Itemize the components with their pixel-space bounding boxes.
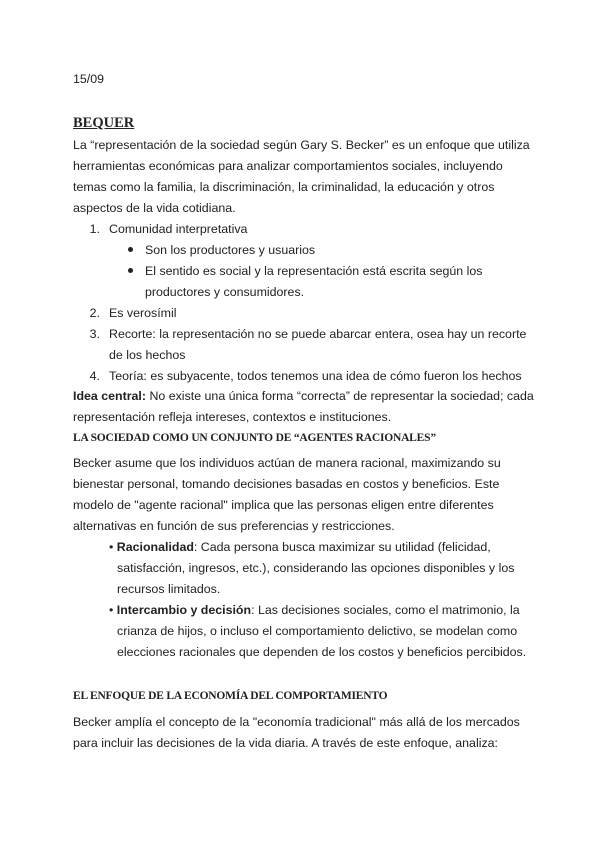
sub-bullet-text: Son los productores y usuarios (145, 243, 316, 257)
idea-central (73, 386, 534, 428)
bullet-text: : Las decisiones sociales, como el matrimonio, la (251, 603, 520, 617)
intro-line: temas como la familia, la discriminación, la criminalidad, la educación y otros (73, 180, 495, 194)
list-number: 2. (89, 306, 100, 320)
section-paragraph (73, 453, 501, 537)
section-heading: LA SOCIEDAD COMO UN CONJUNTO DE “AGENTES RACIONALES” (73, 432, 436, 444)
paragraph-line: Becker amplía el concepto de la "economía tradicional" más allá de los mercados (73, 715, 520, 729)
list-number: 4. (89, 369, 100, 383)
bullet-term: Intercambio y decisión (116, 603, 252, 617)
idea-line: representación refleja intereses, contextos e instituciones. (73, 410, 392, 424)
intro-paragraph (73, 135, 530, 219)
list-item (109, 537, 514, 600)
bullet-line: crianza de hijos, o incluso el comportamiento delictivo, se modelan como (117, 624, 518, 638)
paragraph-line: alternativas en función de sus preferencias y restricciones. (73, 519, 395, 533)
list-item-line: de los hechos (109, 348, 186, 362)
bullet-line: satisfacción, ingresos, etc.), considerando las opciones disponibles y los (117, 561, 515, 575)
bullet-dot-icon (128, 247, 133, 252)
paragraph-line: bienestar personal, tomando decisiones basadas en costos y beneficios. Este (73, 477, 500, 491)
idea-line (73, 386, 534, 407)
sub-bullet-line: productores y consumidores. (145, 285, 305, 299)
intro-line: herramientas económicas para analizar comportamientos sociales, incluyendo (73, 159, 503, 173)
list-item-text: Teoría: es subyacente, todos tenemos una idea de cómo fueron los hechos (109, 369, 522, 383)
list-item-text: Es verosímil (109, 306, 177, 320)
paragraph-line: Becker asume que los individuos actúan de manera racional, maximizando su (73, 456, 501, 470)
bullet-line (109, 600, 526, 621)
intro-line: aspectos de la vida cotidiana. (73, 201, 236, 215)
bullet-line: elecciones racionales que dependen de los costos y beneficios percibidos. (117, 645, 527, 659)
intro-line: La “representación de la sociedad según Gary S. Becker” es un enfoque que utiliza (73, 138, 530, 152)
section-heading: EL ENFOQUE DE LA ECONOMÍA DEL COMPORTAMIENTO (73, 690, 388, 702)
bullet-dot-icon (128, 268, 133, 273)
list-item-text (109, 324, 526, 366)
list-item-line: Recorte: la representación no se puede abarcar entera, osea hay un recorte (109, 327, 527, 341)
list-item (109, 600, 526, 663)
sub-bullet-text (145, 261, 482, 303)
list-item-text: Comunidad interpretativa (109, 222, 248, 236)
idea-text: No existe una única forma “correcta” de representar la sociedad; cada (146, 389, 534, 403)
paragraph-line: para incluir las decisiones de la vida diaria. A través de este enfoque, analiza: (73, 736, 498, 750)
list-number: 3. (89, 327, 100, 341)
page-title: BEQUER (73, 115, 135, 131)
paragraph-line: modelo de "agente racional" implica que las personas eligen entre diferentes (73, 498, 494, 512)
bullet-text: : Cada persona busca maximizar su utilidad (felicidad, (193, 540, 491, 554)
section-paragraph (73, 712, 520, 754)
bullet-mark: • (109, 603, 114, 617)
date-label: 15/09 (73, 72, 105, 86)
bullet-mark: • (109, 540, 114, 554)
idea-label: Idea central: (73, 389, 146, 403)
bullet-line (109, 537, 514, 558)
list-number: 1. (89, 222, 100, 236)
sub-bullet-line: El sentido es social y la representación está escrita según los (145, 264, 483, 278)
bullet-term: Racionalidad (116, 540, 194, 554)
bullet-line: recursos limitados. (117, 582, 221, 596)
